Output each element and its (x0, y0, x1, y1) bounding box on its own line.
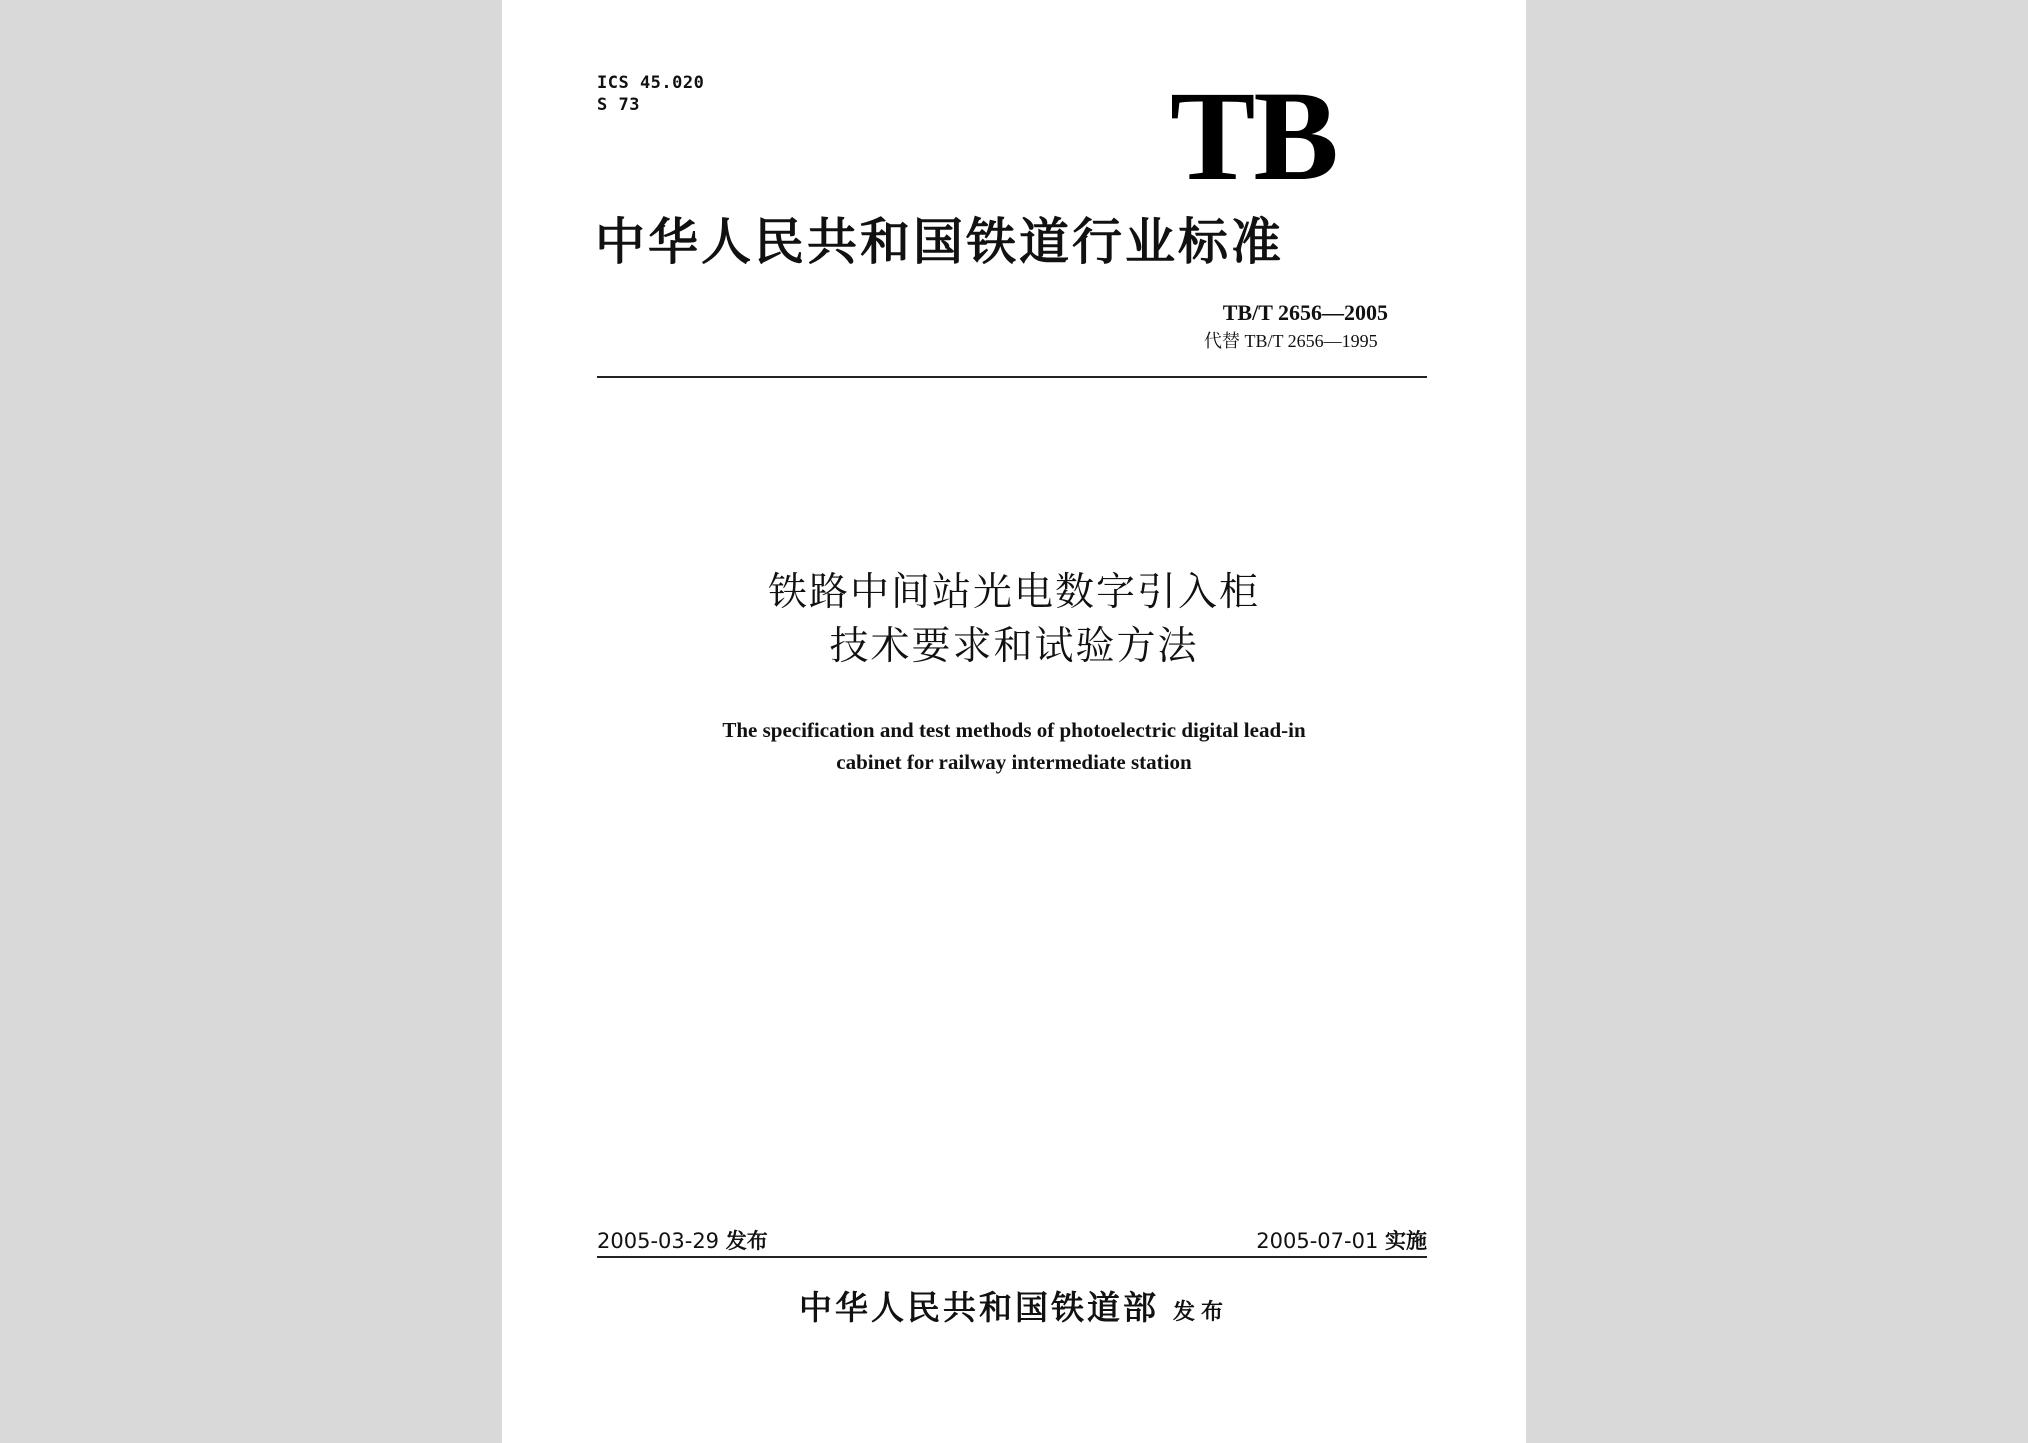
document-page (502, 0, 1526, 1443)
tb-logo: TB (1170, 65, 1337, 207)
category-code: S 73 (597, 95, 640, 115)
document-title-cn (502, 566, 1526, 674)
issue-date: 2005-03-29 (597, 1229, 720, 1253)
header-divider (597, 376, 1427, 378)
title-cn-line-1: 铁路中间站光电数字引入柜 (767, 570, 1260, 615)
publisher-name: 中华人民共和国铁道部 (798, 1288, 1159, 1327)
publisher-block (502, 1286, 1526, 1335)
implementation-date-block (1256, 1228, 1427, 1254)
standard-number: TB/T 2656—2005 (1222, 300, 1388, 325)
implementation-date: 2005-07-01 (1256, 1229, 1379, 1253)
replaces-standard: 代替 TB/T 2656—1995 (1204, 331, 1378, 351)
title-en-line-1: The specification and test methods of photoelectric digital lead-in (722, 718, 1306, 742)
classification-codes (597, 72, 704, 116)
title-cn-line-2: 技术要求和试验方法 (829, 624, 1199, 669)
publisher-label: 发布 (1172, 1300, 1229, 1325)
document-title-en (502, 714, 1526, 778)
title-en-line-2: cabinet for railway intermediate station (836, 750, 1192, 774)
issue-label: 发布 (725, 1229, 768, 1253)
issue-date-block (597, 1228, 768, 1254)
ics-code: ICS 45.020 (597, 73, 705, 93)
standard-title: 中华人民共和国铁道行业标准 (595, 213, 1284, 271)
footer-divider (597, 1256, 1427, 1258)
implementation-label: 实施 (1385, 1229, 1427, 1253)
